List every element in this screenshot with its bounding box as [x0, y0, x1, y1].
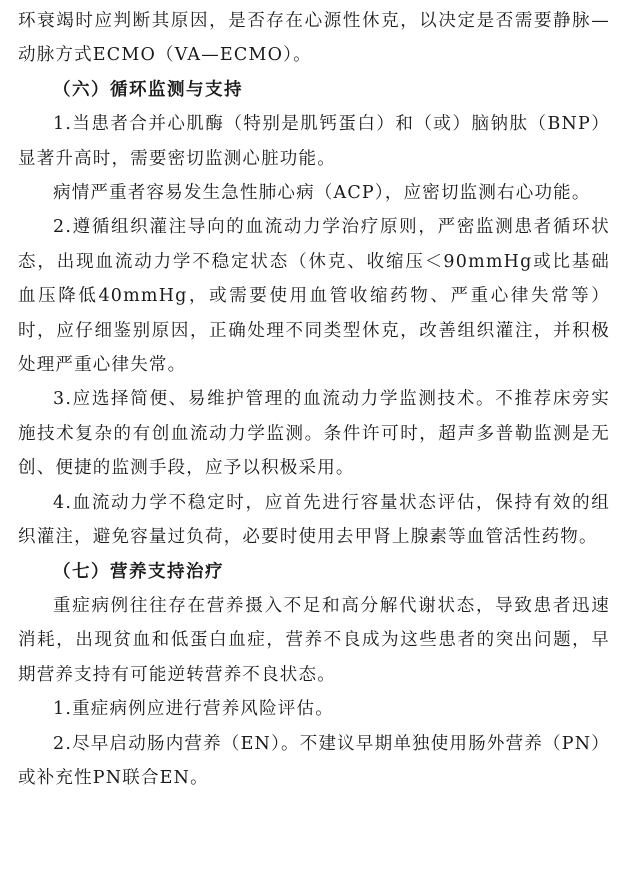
paragraph-item-4: 4.血流动力学不稳定时，应首先进行容量状态评估，保持有效的组织灌注，避免容量过负荷，必要时使用去甲肾上腺素等血管活性药物。 — [18, 492, 610, 548]
paragraph-nutrition-item-1: 1.重症病例应进行营养风险评估。 — [53, 699, 334, 720]
section-heading-circulation: （六）循环监测与支持 — [53, 79, 243, 100]
paragraph-item-2: 2.遵循组织灌注导向的血流动力学治疗原则，严密监测患者循环状态，出现血流动力学不稳定状态（休克、收缩压＜90mmHg或比基础血压降低40mmHg，或需要使用血管收缩药物、严重心律失常等）时，应仔细鉴别原因，正确处理不同类型休克，改善组织灌注，并积极处理严重心律失常。 — [18, 217, 610, 376]
paragraph-item-1: 1.当患者合并心肌酶（特别是肌钙蛋白）和（或）脑钠肽（BNP）显著升高时，需要密切监测心脏功能。 — [18, 114, 610, 169]
paragraph-nutrition-item-2: 2.尽早启动肠内营养（EN）。不建议早期单独使用肠外营养（PN）或补充性PN联合EN。 — [18, 733, 610, 788]
paragraph-item-3: 3.应选择简便、易维护管理的血流动力学监测技术。不推荐床旁实施技术复杂的有创血流动力学监测。条件许可时，超声多普勒监测是无创、便捷的监测手段，应予以积极采用。 — [18, 389, 610, 479]
paragraph-acp: 病情严重者容易发生急性肺心病（ACP），应密切监测右心功能。 — [53, 183, 591, 204]
paragraph-nutrition-intro: 重症病例往往存在营养摄入不足和高分解代谢状态，导致患者迅速消耗，出现贫血和低蛋白血症，营养不良成为这些患者的突出问题，早期营养支持有可能逆转营养不良状态。 — [18, 595, 610, 685]
document-page — [18, 4, 610, 795]
section-heading-nutrition: （七）营养支持治疗 — [53, 561, 224, 582]
paragraph-continuation: 环衰竭时应判断其原因，是否存在心源性休克，以决定是否需要静脉—动脉方式ECMO（VA—ECMO）。 — [18, 11, 610, 66]
